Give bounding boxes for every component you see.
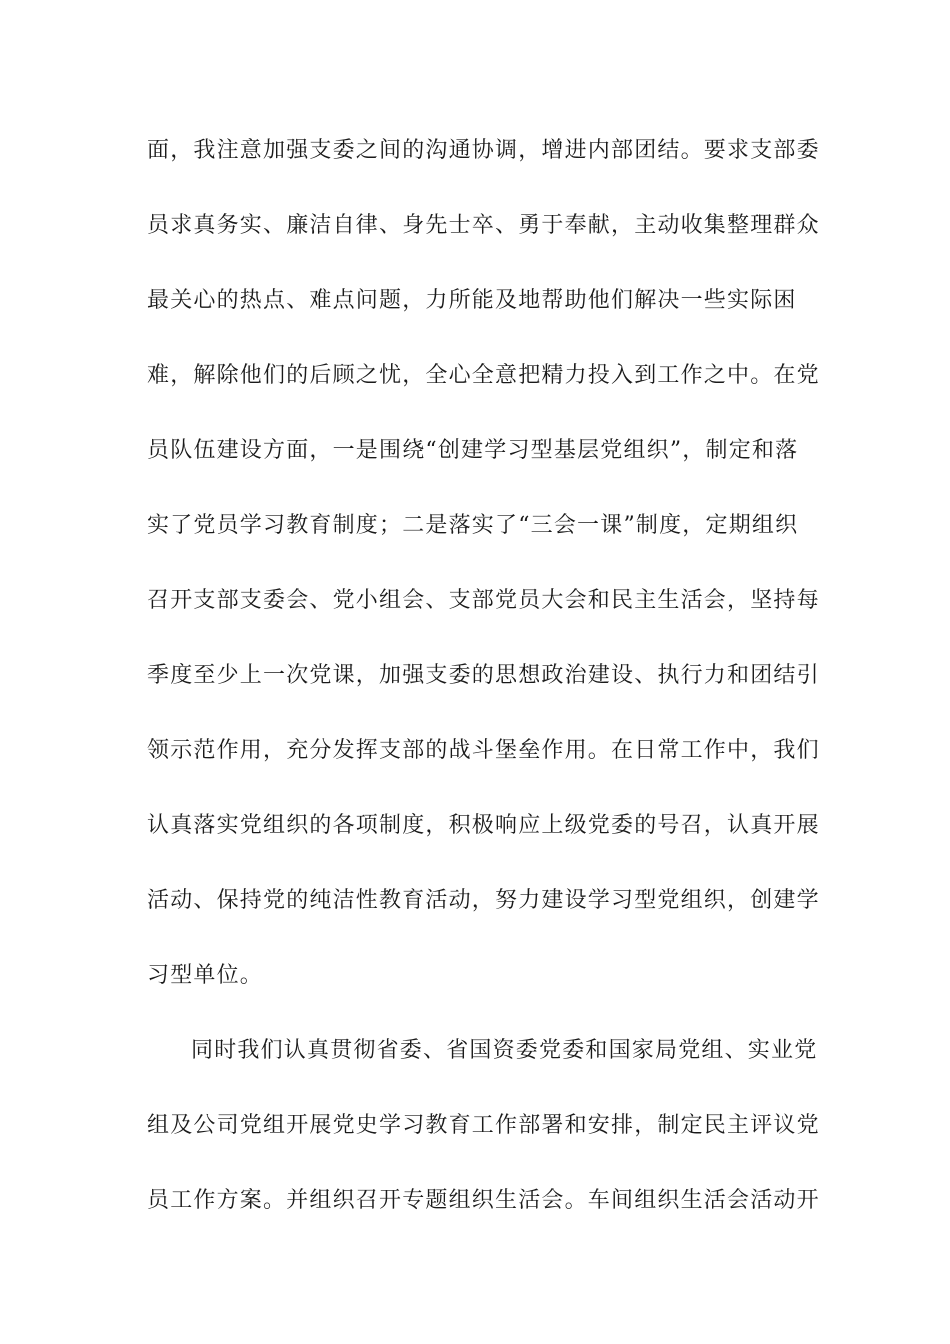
text-line: 活动、保持党的纯洁性教育活动，努力建设学习型党组织，创建学 [147, 888, 820, 913]
text-line: 认真落实党组织的各项制度，积极响应上级党委的号召，认真开展 [147, 813, 820, 838]
text-line: 领示范作用，充分发挥支部的战斗堡垒作用。在日常工作中，我们 [147, 738, 820, 763]
text-line: 难，解除他们的后顾之忧，全心全意把精力投入到工作之中。在党 [147, 363, 820, 388]
text-line: 员队伍建设方面，一是围绕“创建学习型基层党组织”，制定和落 [147, 438, 799, 463]
text-line: 召开支部支委会、党小组会、支部党员大会和民主生活会，坚持每 [147, 588, 820, 613]
text-line: 面，我注意加强支委之间的沟通协调，增进内部团结。要求支部委 [147, 138, 820, 163]
text-line: 习型单位。 [147, 963, 264, 988]
text-line: 组及公司党组开展党史学习教育工作部署和安排，制定民主评议党 [147, 1113, 820, 1138]
text-line: 最关心的热点、难点问题，力所能及地帮助他们解决一些实际困 [147, 288, 797, 313]
text-line: 员求真务实、廉洁自律、身先士卒、勇于奉献，主动收集整理群众 [147, 213, 820, 238]
text-line: 实了党员学习教育制度；二是落实了“三会一课”制度，定期组织 [147, 513, 799, 538]
text-line: 员工作方案。并组织召开专题组织生活会。车间组织生活会活动开 [147, 1188, 820, 1213]
text-line: 季度至少上一次党课，加强支委的思想政治建设、执行力和团结引 [147, 663, 820, 688]
text-line: 同时我们认真贯彻省委、省国资委党委和国家局党组、实业党 [191, 1038, 818, 1063]
